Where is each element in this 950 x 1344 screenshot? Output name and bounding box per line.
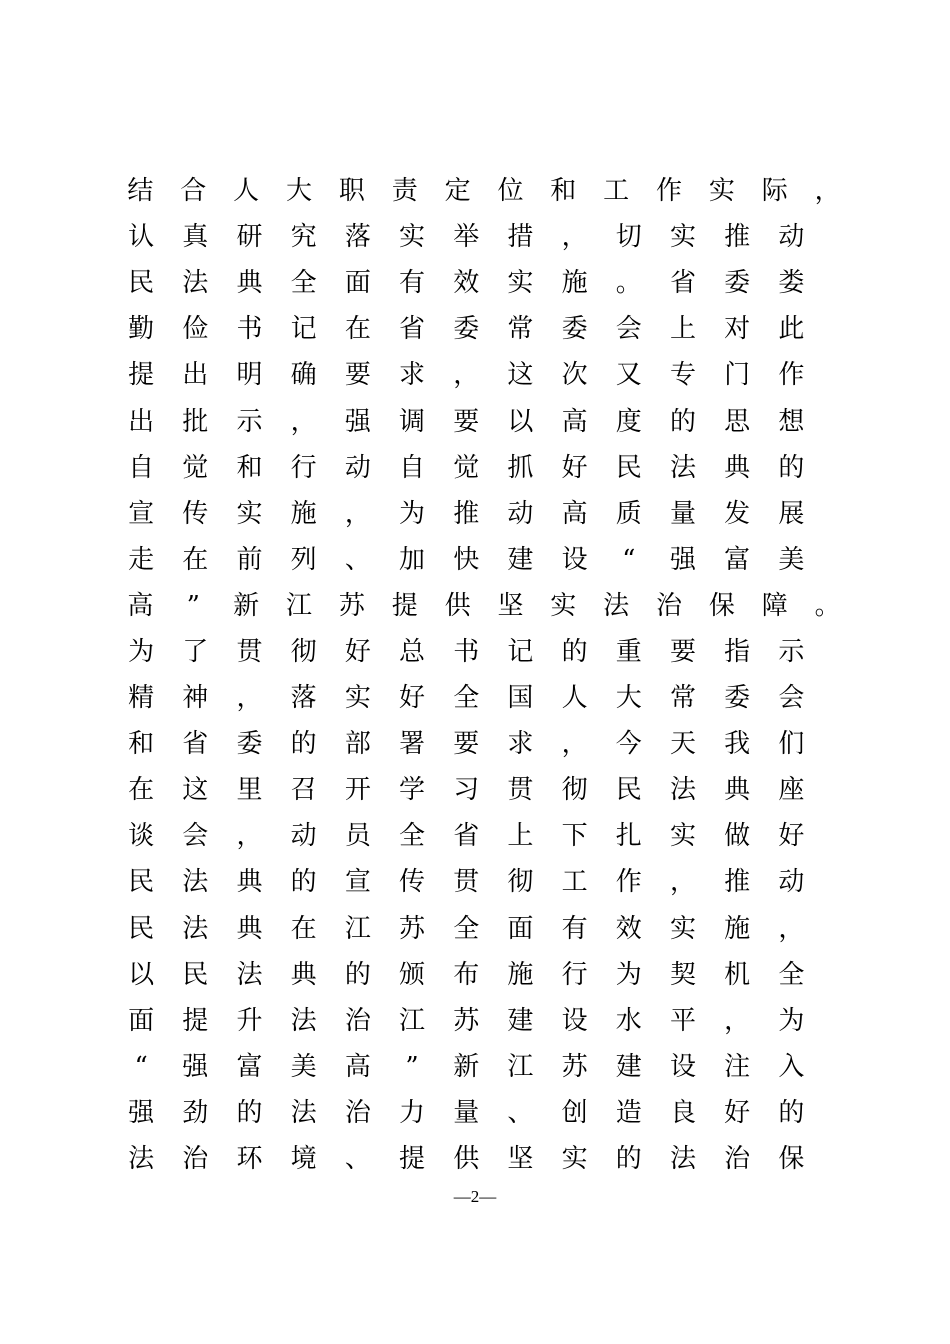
text-line: 出 批 示 ， 强 调 要 以 高 度 的 思 想	[128, 406, 805, 437]
text-line: 法 治 环 境 、 提 供 坚 实 的 法 治 保	[128, 1144, 805, 1175]
text-line: 面 提 升 法 治 江 苏 建 设 水 平 ， 为	[128, 1005, 805, 1036]
page-number: —2—	[453, 1187, 497, 1206]
text-line: 为 了 贯 彻 好 总 书 记 的 重 要 指 示	[128, 636, 805, 667]
text-line: 宣 传 实 施 ， 为 推 动 高 质 量 发 展	[128, 498, 805, 529]
text-line: 强 劲 的 法 治 力 量 、 创 造 良 好 的	[128, 1097, 805, 1128]
text-line: 在 这 里 召 开 学 习 贯 彻 民 法 典 座	[128, 775, 805, 806]
text-line: 民 法 典 在 江 苏 全 面 有 效 实 施 ，	[128, 913, 805, 944]
text-line: 提 出 明 确 要 求 ， 这 次 又 专 门 作	[128, 360, 805, 391]
text-line: 自 觉 和 行 动 自 觉 抓 好 民 法 典 的	[128, 452, 805, 483]
text-line: 和 省 委 的 部 署 要 求 ， 今 天 我 们	[128, 729, 805, 760]
text-line: 勤 俭 书 记 在 省 委 常 委 会 上 对 此	[128, 314, 805, 345]
text-line: 谈 会 ， 动 员 全 省 上 下 扎 实 做 好	[128, 821, 805, 852]
text-line: 以 民 法 典 的 颁 布 施 行 为 契 机 全	[128, 959, 805, 990]
text-line: 高 ” 新 江 苏 提 供 坚 实 法 治 保 障 。	[127, 590, 841, 621]
text-line: “ 强 富 美 高 ” 新 江 苏 建 设 注 入	[134, 1051, 805, 1082]
text-line: 结 合 人 大 职 责 定 位 和 工 作 实 际 ，	[127, 176, 841, 207]
body-text	[114, 168, 854, 1182]
text-line: 认 真 研 究 落 实 举 措 ， 切 实 推 动	[128, 222, 805, 253]
text-line: 走 在 前 列 、 加 快 建 设 “ 强 富 美	[128, 544, 805, 575]
text-line: 民 法 典 全 面 有 效 实 施 。 省 委 娄	[128, 268, 805, 299]
text-line: 精 神 ， 落 实 好 全 国 人 大 常 委 会	[128, 683, 805, 714]
text-line: 民 法 典 的 宣 传 贯 彻 工 作 ， 推 动	[128, 867, 805, 898]
